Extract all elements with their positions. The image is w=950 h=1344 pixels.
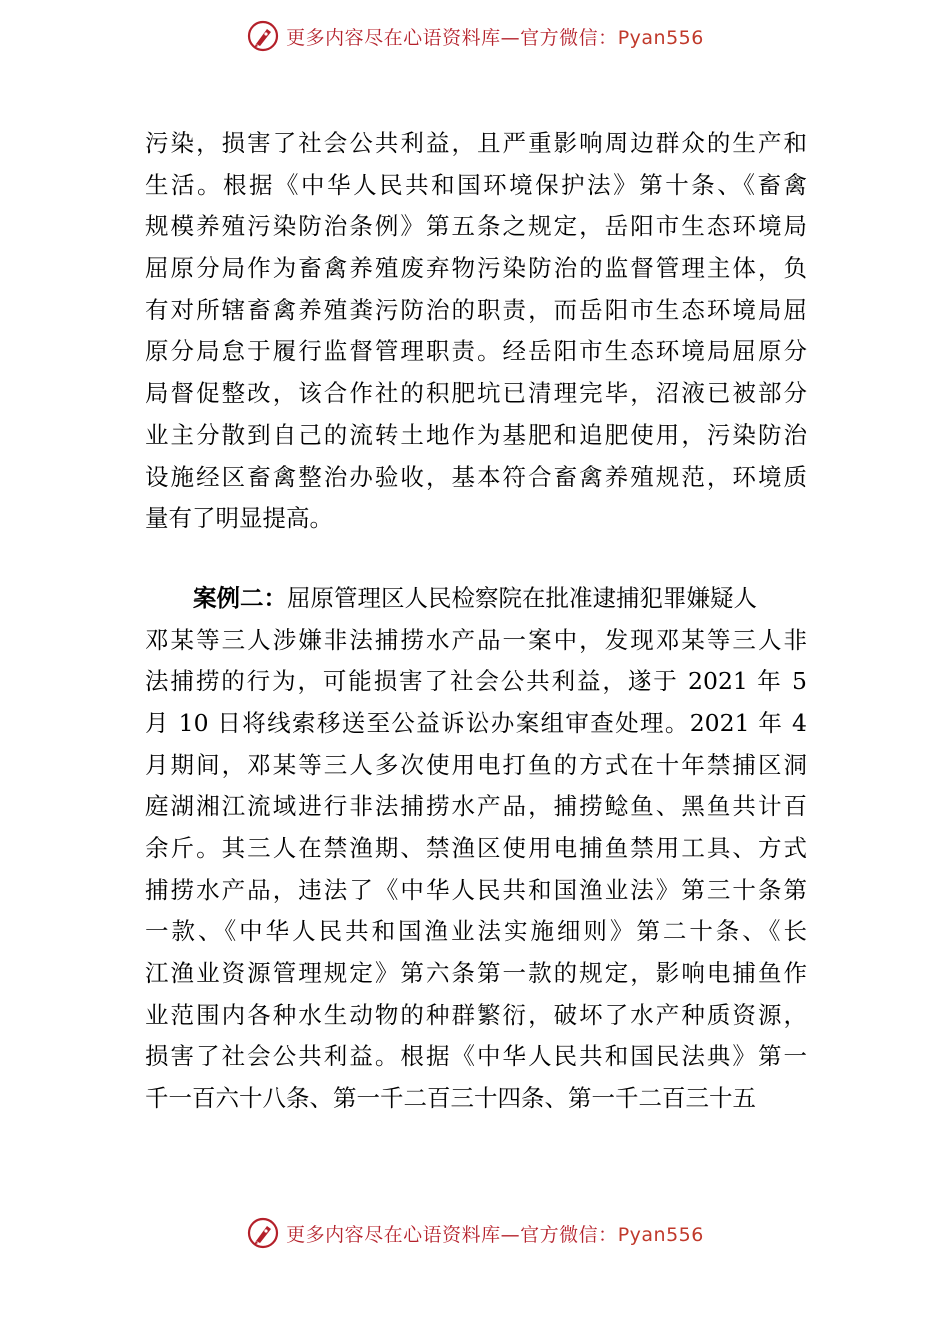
text-line: 一款、《中华人民共和国渔业法实施细则》第二十条、《长 — [145, 917, 807, 946]
watermark-text — [286, 23, 704, 50]
text-line: 设施经区畜禽整治办验收，基本符合畜禽养殖规范，环境质 — [145, 462, 807, 491]
header-watermark — [0, 16, 950, 56]
watermark-text — [286, 1220, 704, 1247]
text-line: 千一百六十八条、第一千二百三十四条、第一千二百三十五 — [145, 1084, 756, 1113]
pen-nib-logo-icon — [246, 19, 280, 53]
case-label: 案例二： — [193, 583, 287, 612]
document-body — [145, 123, 807, 1120]
watermark-separator: — — [500, 26, 521, 49]
paragraph-1 — [145, 123, 807, 540]
text-line: 法捕捞的行为，可能损害了社会公共利益，遂于 2021 年 5 — [145, 667, 807, 696]
text-line: 江渔业资源管理规定》第六条第一款的规定，影响电捕鱼作 — [145, 959, 807, 988]
text-line: 损害了社会公共利益。根据《中华人民共和国民法典》第一 — [145, 1042, 807, 1071]
text-line: 余斤。其三人在禁渔期、禁渔区使用电捕鱼禁用工具、方式 — [145, 834, 807, 862]
text-line: 业范围内各种水生动物的种群繁衍，破坏了水产种质资源， — [145, 1000, 807, 1029]
watermark-separator: — — [500, 1223, 521, 1246]
watermark-brand: 更多内容尽在心语资料库 — [286, 1223, 501, 1246]
case-intro: 屈原管理区人民检察院在批准逮捕犯罪嫌疑人 — [287, 583, 757, 612]
text-line: 污染，损害了社会公共利益，且严重影响周边群众的生产和 — [145, 129, 807, 157]
text-line: 规模养殖污染防治条例》第五条之规定，岳阳市生态环境局 — [145, 212, 807, 241]
text-line: 业主分散到自己的流转土地作为基肥和追肥使用，污染防治 — [145, 420, 807, 449]
pen-nib-logo-icon — [246, 1216, 280, 1250]
watermark-wechat-id: Pyan556 — [617, 1223, 704, 1246]
text-line: 量有了明显提高。 — [145, 504, 333, 533]
text-line: 原分局怠于履行监督管理职责。经岳阳市生态环境局屈原分 — [145, 337, 807, 366]
footer-watermark — [0, 1213, 950, 1253]
text-line: 生活。根据《中华人民共和国环境保护法》第十条、《畜禽 — [145, 170, 807, 199]
text-line: 庭湖湘江流域进行非法捕捞水产品，捕捞鲶鱼、黑鱼共计百 — [145, 792, 807, 821]
text-line-first — [145, 578, 807, 620]
text-line: 邓某等三人涉嫌非法捕捞水产品一案中，发现邓某等三人非 — [145, 625, 807, 654]
watermark-wechat-id: Pyan556 — [617, 26, 704, 49]
text-line: 局督促整改，该合作社的积肥坑已清理完毕，沼液已被部分 — [145, 379, 807, 408]
watermark-brand: 更多内容尽在心语资料库 — [286, 26, 501, 49]
watermark-official: 官方微信： — [520, 1223, 618, 1246]
text-line: 月 10 日将线索移送至公益诉讼办案组审查处理。2021 年 4 — [145, 708, 807, 737]
paragraph-2 — [145, 578, 807, 1120]
text-line: 屈原分局作为畜禽养殖废弃物污染防治的监督管理主体，负 — [145, 254, 807, 283]
text-line: 月期间，邓某等三人多次使用电打鱼的方式在十年禁捕区洞 — [145, 750, 807, 779]
watermark-official: 官方微信： — [520, 26, 618, 49]
text-line: 有对所辖畜禽养殖粪污防治的职责，而岳阳市生态环境局屈 — [145, 295, 807, 324]
text-line: 捕捞水产品，违法了《中华人民共和国渔业法》第三十条第 — [145, 875, 807, 904]
